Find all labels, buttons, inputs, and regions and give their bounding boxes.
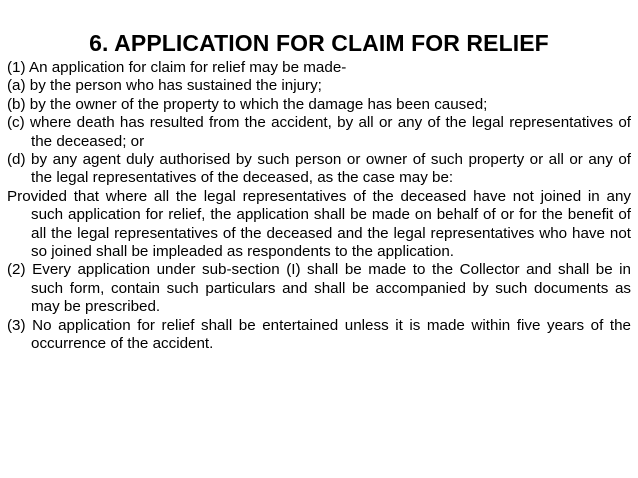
paragraph-clause-b: (b) by the owner of the property to which the damage has been caused;: [7, 95, 488, 113]
paragraph-subsection-3: (3) No application for relief shall be entertained unless it is made within five years of the occurrence of the accident.: [7, 316, 631, 353]
paragraph-clause-c: (c) where death has resulted from the accident, by all or any of the legal representatives of the deceased; or: [7, 114, 631, 150]
paragraph-clause-d: (d) by any agent duly authorised by such person or owner of such property or all or any of the legal representatives of the deceased, as the case may be:: [7, 151, 631, 187]
slide-body: [7, 59, 631, 354]
paragraph-subsection-2: (2) Every application under sub-section (I) shall be made to the Collector and shall be in such form, contain such particulars and shall be accompanied by such documents as may be prescribed.: [7, 261, 631, 316]
paragraph-clause-a: (a) by the person who has sustained the injury;: [7, 77, 322, 95]
slide-title: 6. APPLICATION FOR CLAIM FOR RELIEF: [89, 30, 549, 56]
paragraph-proviso: Provided that where all the legal representatives of the deceased have not joined in any such application for relief, the application shall be made on behalf of or for the benefit of all the legal representatives of the deceased and the legal representatives who have not so joined shall be impleaded as respondents to the application.: [7, 187, 631, 261]
paragraph-subsection-1: (1) An application for claim for relief may be made-: [7, 59, 347, 76]
